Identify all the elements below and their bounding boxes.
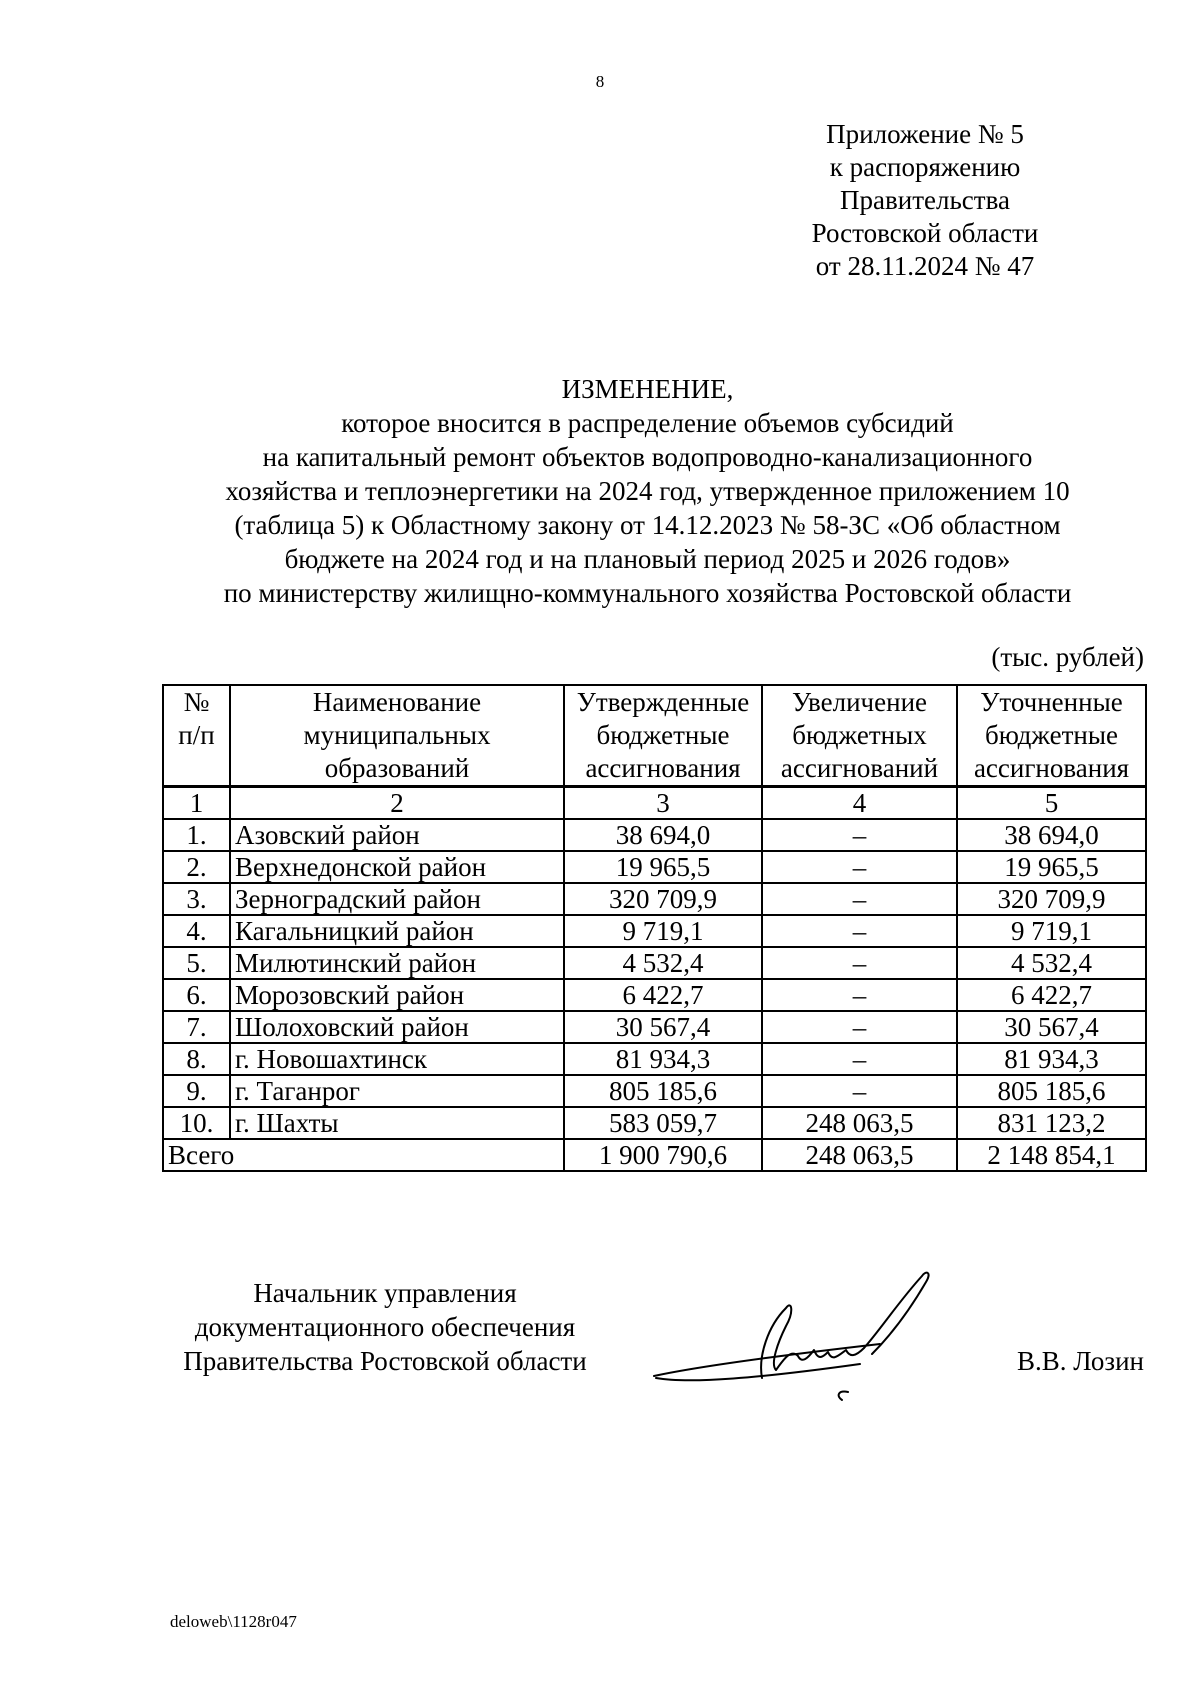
title-line: по министерству жилищно-коммунального хозяйства Ростовской области (223, 578, 1072, 608)
table-row (163, 1107, 1146, 1139)
appendix-line: к распоряжению (829, 152, 1021, 182)
title-line: хозяйства и теплоэнергетики на 2024 год, утвержденное приложением 10 (225, 476, 1070, 506)
table-total-row (163, 1139, 1146, 1171)
row-municipality: Шолоховский район (230, 1011, 564, 1043)
row-approved: 19 965,5 (564, 851, 762, 883)
title-line: (таблица 5) к Областному закону от 14.12.2023 № 58-ЗС «Об областном (234, 510, 1061, 540)
table-row (163, 1075, 1146, 1107)
header-refined: Уточненные бюджетные ассигнования (957, 685, 1146, 787)
row-increase: 248 063,5 (762, 1107, 957, 1139)
table-header-row (163, 685, 1146, 787)
position-line: документационного обеспечения (194, 1312, 576, 1342)
row-number: 10. (163, 1107, 230, 1139)
row-municipality: г. Таганрог (230, 1075, 564, 1107)
row-refined: 9 719,1 (957, 915, 1146, 947)
page-number: 8 (595, 72, 605, 91)
row-approved: 81 934,3 (564, 1043, 762, 1075)
footer-document-code: deloweb\1128r047 (170, 1612, 297, 1631)
column-number: 2 (230, 787, 564, 820)
table-row (163, 979, 1146, 1011)
row-increase: – (762, 1043, 957, 1075)
position-line: Начальник управления (253, 1278, 517, 1308)
row-increase: – (762, 915, 957, 947)
row-approved: 6 422,7 (564, 979, 762, 1011)
row-increase: – (762, 851, 957, 883)
column-number: 1 (163, 787, 230, 820)
row-increase: – (762, 883, 957, 915)
appendix-line: от 28.11.2024 № 47 (815, 251, 1035, 281)
row-municipality: Верхнедонской район (230, 851, 564, 883)
table-row (163, 947, 1146, 979)
row-number: 6. (163, 979, 230, 1011)
row-municipality: Морозовский район (230, 979, 564, 1011)
total-approved: 1 900 790,6 (564, 1139, 762, 1171)
row-refined: 831 123,2 (957, 1107, 1146, 1139)
row-municipality: г. Новошахтинск (230, 1043, 564, 1075)
row-number: 9. (163, 1075, 230, 1107)
row-number: 8. (163, 1043, 230, 1075)
total-increase: 248 063,5 (762, 1139, 957, 1171)
row-municipality: Зерноградский район (230, 883, 564, 915)
row-refined: 30 567,4 (957, 1011, 1146, 1043)
row-increase: – (762, 1075, 957, 1107)
row-refined: 320 709,9 (957, 883, 1146, 915)
appendix-line: Приложение № 5 (826, 119, 1024, 149)
row-number: 3. (163, 883, 230, 915)
row-number: 2. (163, 851, 230, 883)
table-row (163, 1011, 1146, 1043)
row-municipality: Кагальницкий район (230, 915, 564, 947)
row-approved: 30 567,4 (564, 1011, 762, 1043)
row-municipality: Азовский район (230, 819, 564, 851)
title-line: бюджете на 2024 год и на плановый период 2025 и 2026 годов» (284, 544, 1011, 574)
table-row (163, 1043, 1146, 1075)
row-refined: 4 532,4 (957, 947, 1146, 979)
row-increase: – (762, 1011, 957, 1043)
table-row (163, 915, 1146, 947)
row-refined: 19 965,5 (957, 851, 1146, 883)
signatory-name: В.В. Лозин (1017, 1346, 1144, 1376)
column-number: 4 (762, 787, 957, 820)
total-label: Всего (163, 1139, 564, 1171)
row-number: 5. (163, 947, 230, 979)
appendix-line: Правительства (840, 185, 1010, 215)
header-municipality: Наименование муниципальных образований (230, 685, 564, 787)
row-increase: – (762, 819, 957, 851)
row-number: 4. (163, 915, 230, 947)
row-refined: 38 694,0 (957, 819, 1146, 851)
total-refined: 2 148 854,1 (957, 1139, 1146, 1171)
table-row (163, 883, 1146, 915)
title-heading: ИЗМЕНЕНИЕ, (561, 374, 734, 404)
signatory-position (170, 1276, 600, 1378)
column-number: 3 (564, 787, 762, 820)
row-approved: 320 709,9 (564, 883, 762, 915)
row-increase: – (762, 947, 957, 979)
handwritten-signature (650, 1260, 980, 1410)
row-refined: 81 934,3 (957, 1043, 1146, 1075)
row-refined: 805 185,6 (957, 1075, 1146, 1107)
appendix-block (770, 118, 1080, 283)
header-approved: Утвержденные бюджетные ассигнования (564, 685, 762, 787)
row-municipality: Милютинский район (230, 947, 564, 979)
row-number: 7. (163, 1011, 230, 1043)
header-number: № п/п (163, 685, 230, 787)
row-number: 1. (163, 819, 230, 851)
row-approved: 4 532,4 (564, 947, 762, 979)
position-line: Правительства Ростовской области (183, 1346, 587, 1376)
row-approved: 38 694,0 (564, 819, 762, 851)
row-municipality: г. Шахты (230, 1107, 564, 1139)
table-row (163, 851, 1146, 883)
title-line: на капитальный ремонт объектов водопроводно-канализационного (262, 442, 1033, 472)
title-line: которое вносится в распределение объемов субсидий (341, 408, 954, 438)
table-row (163, 819, 1146, 851)
row-approved: 805 185,6 (564, 1075, 762, 1107)
row-increase: – (762, 979, 957, 1011)
column-number-row (163, 787, 1146, 820)
row-approved: 9 719,1 (564, 915, 762, 947)
units-label: (тыс. рублей) (991, 642, 1144, 672)
subsidies-table (162, 684, 1147, 1172)
header-increase: Увеличение бюджетных ассигнований (762, 685, 957, 787)
row-refined: 6 422,7 (957, 979, 1146, 1011)
column-number: 5 (957, 787, 1146, 820)
appendix-line: Ростовской области (811, 218, 1039, 248)
document-title (150, 372, 1145, 610)
row-approved: 583 059,7 (564, 1107, 762, 1139)
